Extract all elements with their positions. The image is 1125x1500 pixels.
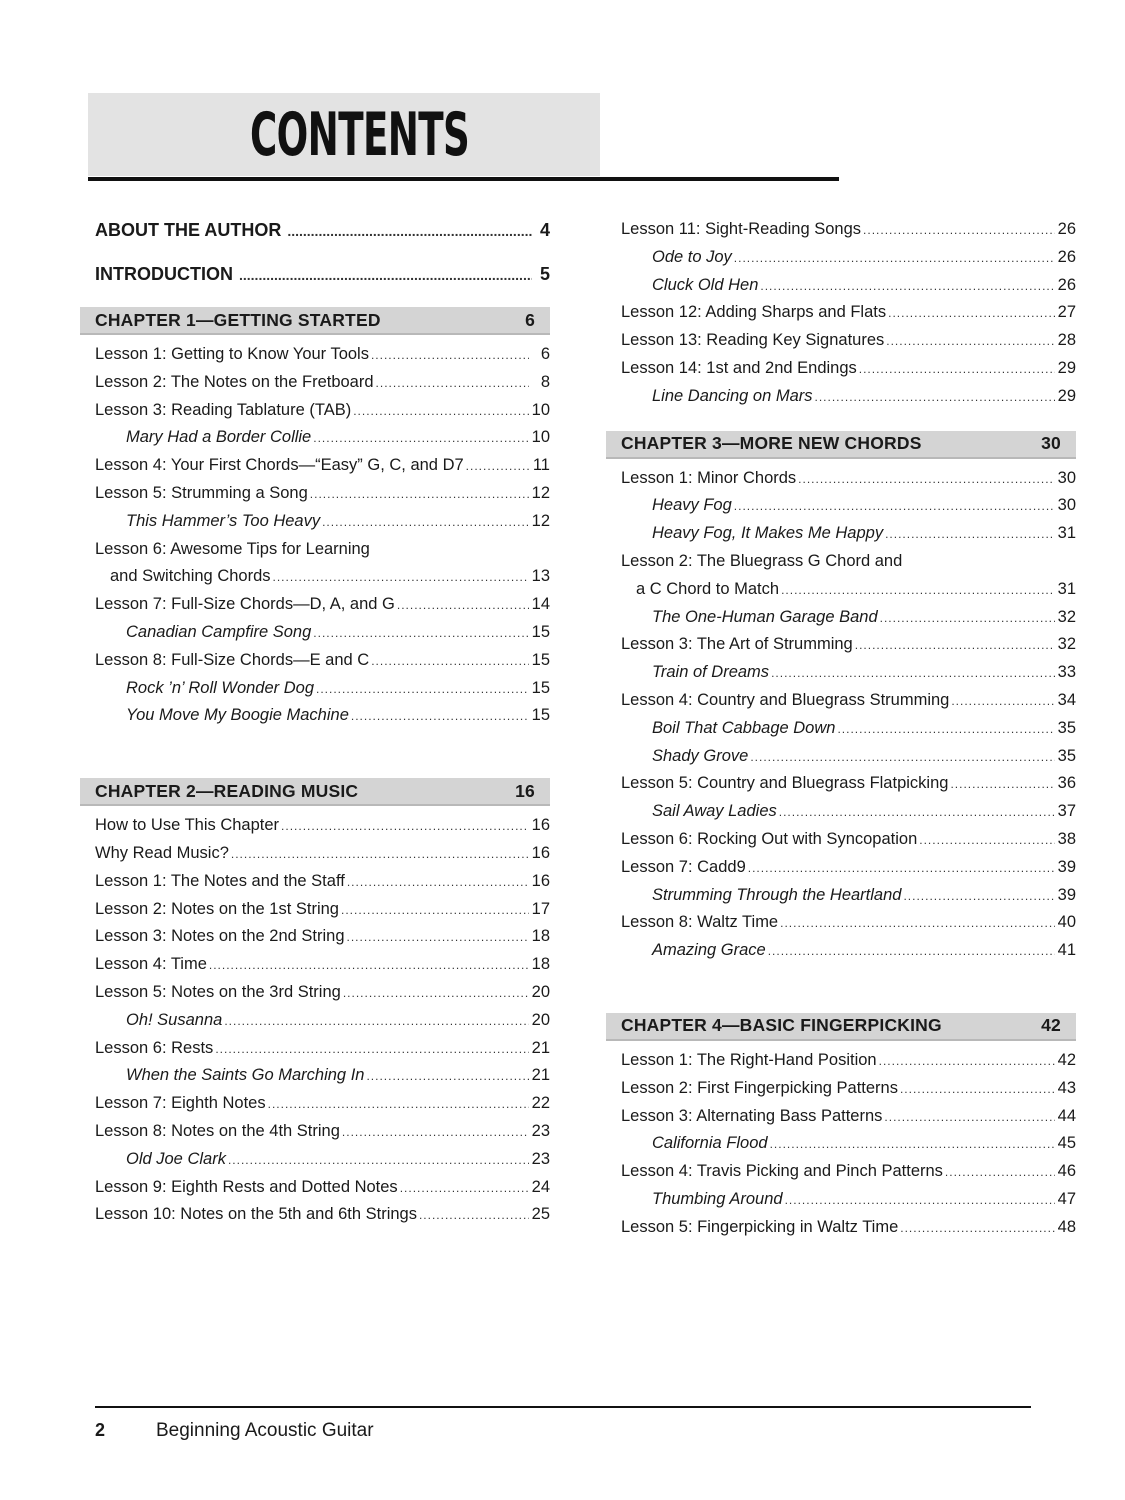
toc-leader-dots xyxy=(215,1036,528,1064)
toc-label: Strumming Through the Heartland xyxy=(652,885,902,904)
toc-page: 20 xyxy=(531,982,550,1001)
toc-lesson-row[interactable] xyxy=(621,355,1076,383)
chapter-title: CHAPTER 1—GETTING STARTED xyxy=(95,309,381,330)
toc-lesson-row[interactable] xyxy=(95,452,550,480)
toc-page: 25 xyxy=(531,1205,550,1224)
toc-lesson-row[interactable] xyxy=(621,1214,1076,1242)
toc-label: Lesson 3: The Art of Strumming xyxy=(621,635,853,654)
chapter-page: 16 xyxy=(515,780,535,801)
toc-song-row[interactable] xyxy=(95,619,550,647)
toc-song-row[interactable] xyxy=(621,882,1076,910)
toc-page: 37 xyxy=(1057,802,1076,821)
toc-page: 18 xyxy=(531,927,550,946)
toc-label: INTRODUCTION xyxy=(95,264,233,284)
toc-leader-dots xyxy=(770,1131,1055,1159)
toc-song-row[interactable] xyxy=(621,244,1076,272)
toc-song-row[interactable] xyxy=(95,1146,550,1174)
toc-label: Ode to Joy xyxy=(652,247,732,266)
toc-song-row[interactable] xyxy=(95,1007,550,1035)
toc-label: Lesson 10: Notes on the 5th and 6th Strings xyxy=(95,1205,417,1224)
spacer xyxy=(621,411,1076,431)
chapter-heading-3[interactable] xyxy=(606,431,1076,459)
toc-page: 14 xyxy=(531,595,550,614)
toc-leader-dots xyxy=(310,481,529,509)
toc-leader-dots xyxy=(859,356,1055,384)
toc-label: California Flood xyxy=(652,1134,768,1153)
toc-leader-dots xyxy=(888,300,1055,328)
toc-lesson-row[interactable] xyxy=(621,687,1076,715)
toc-label: Lesson 8: Full-Size Chords—E and C xyxy=(95,650,370,669)
toc-leader-dots xyxy=(768,938,1055,966)
toc-lesson-row[interactable] xyxy=(95,923,550,951)
page-title: CONTENTS xyxy=(250,100,470,170)
toc-leader-dots xyxy=(353,398,528,426)
toc-song-row[interactable] xyxy=(95,424,550,452)
chapter-page: 30 xyxy=(1041,433,1061,454)
toc-leader-dots xyxy=(779,799,1055,827)
toc-page: 26 xyxy=(1057,275,1076,294)
toc-label: Lesson 11: Sight-Reading Songs xyxy=(621,220,862,238)
toc-lesson-row[interactable] xyxy=(95,647,550,675)
toc-page: 47 xyxy=(1057,1189,1076,1208)
toc-leader-dots xyxy=(900,1215,1054,1243)
toc-page: 24 xyxy=(531,1177,550,1196)
toc-leader-dots xyxy=(397,592,529,620)
toc-leader-dots xyxy=(771,660,1055,688)
toc-leader-dots xyxy=(734,493,1055,521)
toc-label: Lesson 2: Notes on the 1st String xyxy=(95,899,339,918)
toc-leader-dots xyxy=(879,1048,1055,1076)
toc-song-row[interactable] xyxy=(95,508,550,536)
toc-label: Lesson 1: The Right-Hand Position xyxy=(621,1050,877,1069)
toc-label: Lesson 7: Eighth Notes xyxy=(95,1094,266,1113)
footer-page-number: 2 xyxy=(95,1420,106,1440)
toc-song-row[interactable] xyxy=(621,798,1076,826)
toc-page: 48 xyxy=(1057,1217,1076,1236)
toc-label: and Switching Chords xyxy=(110,567,271,586)
toc-page: 8 xyxy=(540,372,550,391)
toc-lesson-row[interactable] xyxy=(95,397,550,425)
toc-leader-dots xyxy=(780,910,1055,938)
toc-lesson-row[interactable] xyxy=(95,369,550,397)
toc-song-row[interactable] xyxy=(621,520,1076,548)
toc-label: Lesson 3: Reading Tablature (TAB) xyxy=(95,400,352,419)
toc-leader-dots xyxy=(945,1159,1055,1187)
chapter-heading-4[interactable] xyxy=(606,1013,1076,1041)
toc-page: 16 xyxy=(531,843,550,862)
toc-page: 44 xyxy=(1057,1106,1076,1125)
toc-song-row[interactable] xyxy=(621,937,1076,965)
toc-leader-dots xyxy=(919,827,1054,855)
toc-page: 6 xyxy=(540,345,550,363)
toc-page: 31 xyxy=(1057,524,1076,543)
toc-page: 16 xyxy=(531,816,550,835)
toc-leader-dots xyxy=(837,716,1054,744)
toc-leader-dots xyxy=(466,453,529,481)
toc-page: 35 xyxy=(1057,746,1076,765)
toc-leader-dots xyxy=(886,328,1054,356)
toc-lesson-row[interactable] xyxy=(621,1075,1076,1103)
toc-song-row[interactable] xyxy=(621,272,1076,300)
toc-page: 30 xyxy=(1057,468,1076,487)
toc-column-left xyxy=(95,215,550,1229)
toc-page: 33 xyxy=(1057,663,1076,682)
toc-leader-dots xyxy=(798,466,1054,494)
toc-lesson-row[interactable] xyxy=(95,840,550,868)
toc-lesson-row[interactable] xyxy=(621,216,1076,244)
toc-page: 15 xyxy=(531,678,550,697)
toc-leader-dots xyxy=(342,1119,529,1147)
toc-page: 16 xyxy=(531,871,550,890)
toc-song-row[interactable] xyxy=(621,659,1076,687)
toc-page: 27 xyxy=(1057,303,1076,322)
toc-label: Heavy Fog, It Makes Me Happy xyxy=(652,524,884,543)
toc-page: 15 xyxy=(531,706,550,725)
toc-song-row[interactable] xyxy=(621,743,1076,771)
toc-label: Lesson 3: Alternating Bass Patterns xyxy=(621,1106,883,1125)
toc-front-row[interactable] xyxy=(95,215,550,259)
toc-label: ABOUT THE AUTHOR xyxy=(95,220,282,240)
toc-song-row[interactable] xyxy=(95,675,550,703)
toc-lesson-row[interactable] xyxy=(621,770,1076,798)
toc-lesson-row[interactable] xyxy=(621,299,1076,327)
toc-song-row[interactable] xyxy=(621,383,1076,411)
toc-leader-dots xyxy=(351,703,529,731)
toc-leader-dots xyxy=(371,648,528,676)
toc-label: Line Dancing on Mars xyxy=(652,386,813,405)
toc-lesson-row[interactable] xyxy=(621,576,1076,604)
toc-leader-dots xyxy=(376,370,529,398)
toc-page: 20 xyxy=(531,1010,550,1029)
toc-song-row[interactable] xyxy=(621,492,1076,520)
toc-page: 12 xyxy=(531,511,550,530)
title-rule xyxy=(88,177,839,181)
chapter-title: CHAPTER 4—BASIC FINGERPICKING xyxy=(621,1015,942,1036)
toc-page: 10 xyxy=(531,428,550,447)
toc-label: Lesson 5: Country and Bluegrass Flatpicking xyxy=(621,774,949,793)
toc-label: Oh! Susanna xyxy=(126,1010,223,1029)
toc-label: Sail Away Ladies xyxy=(652,802,777,821)
toc-label: Thumbing Around xyxy=(652,1189,783,1208)
footer-rule xyxy=(95,1406,1031,1408)
toc-leader-dots xyxy=(313,620,528,648)
toc-page: 23 xyxy=(531,1121,550,1140)
toc-page: 26 xyxy=(1057,220,1076,238)
toc-label: a C Chord to Match xyxy=(636,579,780,598)
toc-lesson-row[interactable] xyxy=(95,1174,550,1202)
toc-page: 21 xyxy=(531,1038,550,1057)
toc-lesson-row[interactable] xyxy=(95,1090,550,1118)
toc-lesson-row[interactable] xyxy=(621,548,1076,576)
toc-label: Mary Had a Border Collie xyxy=(126,428,312,447)
toc-column-right xyxy=(621,216,1076,1242)
toc-page: 39 xyxy=(1057,857,1076,876)
toc-label: The One-Human Garage Band xyxy=(652,607,878,626)
toc-label: Lesson 12: Adding Sharps and Flats xyxy=(621,303,887,322)
toc-leader-dots xyxy=(880,605,1055,633)
toc-label: Boil That Cabbage Down xyxy=(652,718,836,737)
toc-lesson-row[interactable] xyxy=(621,465,1076,493)
toc-lesson-row[interactable] xyxy=(621,826,1076,854)
toc-lesson-row[interactable] xyxy=(621,327,1076,355)
toc-leader-dots xyxy=(734,245,1055,273)
toc-page: 22 xyxy=(531,1094,550,1113)
toc-front-row[interactable] xyxy=(95,259,550,303)
toc-leader-dots xyxy=(419,1202,529,1230)
toc-label: Heavy Fog xyxy=(652,496,732,515)
toc-list-chapter2 xyxy=(95,812,550,1229)
toc-leader-dots xyxy=(748,855,1055,883)
toc-song-row[interactable] xyxy=(621,1186,1076,1214)
toc-page: 32 xyxy=(1057,635,1076,654)
toc-label: Amazing Grace xyxy=(652,941,766,960)
toc-song-row[interactable] xyxy=(95,702,550,730)
toc-page: 4 xyxy=(539,220,550,240)
toc-lesson-row[interactable] xyxy=(95,1118,550,1146)
toc-label: Lesson 4: Travis Picking and Pinch Patterns xyxy=(621,1162,943,1181)
toc-lesson-row[interactable] xyxy=(95,1201,550,1229)
toc-page: 12 xyxy=(531,483,550,502)
toc-label: Lesson 5: Fingerpicking in Waltz Time xyxy=(621,1217,899,1236)
toc-label: Lesson 6: Rests xyxy=(95,1038,214,1057)
toc-label: Lesson 5: Notes on the 3rd String xyxy=(95,982,341,1001)
toc-leader-dots xyxy=(855,632,1055,660)
chapter-heading-2[interactable] xyxy=(80,778,550,806)
toc-label: Lesson 6: Awesome Tips for Learning xyxy=(95,539,370,558)
toc-page: 34 xyxy=(1057,690,1076,709)
toc-page: 38 xyxy=(1057,829,1076,848)
toc-leader-dots xyxy=(287,216,532,246)
toc-label: Lesson 2: First Fingerpicking Patterns xyxy=(621,1078,898,1097)
toc-list-chapter2-continued xyxy=(621,216,1076,411)
toc-lesson-row[interactable] xyxy=(95,812,550,840)
toc-leader-dots xyxy=(815,384,1055,412)
chapter-title: CHAPTER 3—MORE NEW CHORDS xyxy=(621,433,922,454)
toc-leader-dots xyxy=(347,869,529,897)
toc-label: Lesson 13: Reading Key Signatures xyxy=(621,331,885,350)
toc-label: Lesson 5: Strumming a Song xyxy=(95,483,308,502)
toc-lesson-row[interactable] xyxy=(95,868,550,896)
toc-page: 43 xyxy=(1057,1078,1076,1097)
toc-label: How to Use This Chapter xyxy=(95,816,280,835)
toc-page: 28 xyxy=(1057,331,1076,350)
toc-label: Lesson 7: Cadd9 xyxy=(621,857,746,876)
chapter-page: 6 xyxy=(525,309,535,330)
toc-leader-dots xyxy=(268,1091,529,1119)
toc-lesson-row[interactable] xyxy=(621,631,1076,659)
toc-leader-dots xyxy=(366,1063,528,1091)
toc-page: 13 xyxy=(531,567,550,586)
toc-label: Lesson 1: Getting to Know Your Tools xyxy=(95,345,369,363)
toc-label: Lesson 1: The Notes and the Staff xyxy=(95,871,345,890)
chapter-title: CHAPTER 2—READING MUSIC xyxy=(95,780,359,801)
toc-page: 15 xyxy=(531,650,550,669)
toc-leader-dots xyxy=(903,883,1054,911)
toc-leader-dots xyxy=(950,771,1054,799)
toc-leader-dots xyxy=(322,509,529,537)
toc-leader-dots xyxy=(228,1147,529,1175)
toc-leader-dots xyxy=(231,841,529,869)
toc-label: When the Saints Go Marching In xyxy=(126,1066,365,1085)
toc-page: 35 xyxy=(1057,718,1076,737)
toc-lesson-row[interactable] xyxy=(95,563,550,591)
toc-page: 32 xyxy=(1057,607,1076,626)
toc-leader-dots xyxy=(343,980,529,1008)
toc-leader-dots xyxy=(224,1008,528,1036)
toc-page: 42 xyxy=(1057,1050,1076,1069)
toc-list-chapter1 xyxy=(95,341,550,730)
chapter-heading-1[interactable] xyxy=(80,307,550,335)
toc-page: 5 xyxy=(539,264,550,284)
toc-page: 11 xyxy=(532,456,550,475)
toc-page: 21 xyxy=(531,1066,550,1085)
toc-lesson-row[interactable] xyxy=(621,1047,1076,1075)
toc-label: Cluck Old Hen xyxy=(652,275,759,294)
toc-leader-dots xyxy=(313,425,528,453)
toc-label: Lesson 4: Your First Chords—“Easy” G, C, and D7 xyxy=(95,456,464,475)
toc-label: Lesson 9: Eighth Rests and Dotted Notes xyxy=(95,1177,398,1196)
spacer xyxy=(95,730,550,778)
toc-lesson-row[interactable] xyxy=(95,896,550,924)
toc-label: Rock ’n’ Roll Wonder Dog xyxy=(126,678,314,697)
toc-list-chapter4 xyxy=(621,1047,1076,1242)
toc-leader-dots xyxy=(781,577,1055,605)
toc-label: Lesson 8: Notes on the 4th String xyxy=(95,1121,340,1140)
toc-page: 39 xyxy=(1057,885,1076,904)
toc-page: 10 xyxy=(531,400,550,419)
toc-leader-dots xyxy=(281,813,529,841)
toc-lesson-row[interactable] xyxy=(95,480,550,508)
toc-page: 26 xyxy=(1057,247,1076,266)
toc-leader-dots xyxy=(347,924,529,952)
toc-leader-dots xyxy=(951,688,1054,716)
toc-leader-dots xyxy=(371,342,529,370)
toc-lesson-row[interactable] xyxy=(621,1158,1076,1186)
toc-leader-dots xyxy=(884,1104,1054,1132)
toc-lesson-row[interactable] xyxy=(95,979,550,1007)
toc-label: You Move My Boogie Machine xyxy=(126,706,349,725)
toc-label: Lesson 14: 1st and 2nd Endings xyxy=(621,358,857,377)
toc-song-row[interactable] xyxy=(621,604,1076,632)
footer-book-title: Beginning Acoustic Guitar xyxy=(156,1420,374,1441)
toc-leader-dots xyxy=(273,564,529,592)
toc-page: 29 xyxy=(1057,386,1076,405)
toc-page: 29 xyxy=(1057,358,1076,377)
toc-leader-dots xyxy=(750,744,1054,772)
toc-song-row[interactable] xyxy=(95,1062,550,1090)
toc-lesson-row[interactable] xyxy=(95,951,550,979)
toc-label: Train of Dreams xyxy=(652,663,770,682)
toc-page: 41 xyxy=(1057,941,1076,960)
toc-page: 15 xyxy=(531,622,550,641)
toc-label: Lesson 4: Time xyxy=(95,955,207,974)
toc-page: 45 xyxy=(1057,1134,1076,1153)
toc-page: 40 xyxy=(1057,913,1076,932)
toc-page: 36 xyxy=(1057,774,1076,793)
toc-leader-dots xyxy=(209,952,529,980)
toc-leader-dots xyxy=(900,1076,1055,1104)
chapter-page: 42 xyxy=(1041,1015,1061,1036)
toc-leader-dots xyxy=(341,897,529,925)
toc-song-row[interactable] xyxy=(621,1130,1076,1158)
toc-label: Lesson 1: Minor Chords xyxy=(621,468,797,487)
toc-label: Lesson 6: Rocking Out with Syncopation xyxy=(621,829,918,848)
toc-page: 30 xyxy=(1057,496,1076,515)
toc-label: Lesson 8: Waltz Time xyxy=(621,913,779,932)
toc-page: 18 xyxy=(531,955,550,974)
toc-page: 31 xyxy=(1057,579,1076,598)
toc-lesson-row[interactable] xyxy=(621,1103,1076,1131)
toc-lesson-row[interactable] xyxy=(95,591,550,619)
toc-label: Shady Grove xyxy=(652,746,749,765)
toc-list-chapter3 xyxy=(621,465,1076,965)
toc-song-row[interactable] xyxy=(621,715,1076,743)
toc-label: Lesson 7: Full-Size Chords—D, A, and G xyxy=(95,595,395,614)
spacer xyxy=(621,965,1076,1013)
toc-leader-dots xyxy=(885,521,1055,549)
toc-lesson-row[interactable] xyxy=(621,909,1076,937)
toc-label: This Hammer’s Too Heavy xyxy=(126,511,321,530)
toc-label: Canadian Campfire Song xyxy=(126,622,312,641)
toc-leader-dots xyxy=(863,217,1055,245)
toc-label: Old Joe Clark xyxy=(126,1149,226,1168)
toc-lesson-row[interactable] xyxy=(95,341,550,369)
toc-leader-dots xyxy=(239,260,532,290)
toc-page: 46 xyxy=(1057,1162,1076,1181)
toc-page: 23 xyxy=(531,1149,550,1168)
toc-label: Lesson 2: The Bluegrass G Chord and xyxy=(621,551,903,570)
toc-leader-dots xyxy=(316,676,529,704)
toc-lesson-row[interactable] xyxy=(621,854,1076,882)
toc-label: Lesson 2: The Notes on the Fretboard xyxy=(95,372,374,391)
toc-leader-dots xyxy=(400,1175,529,1203)
toc-label: Lesson 3: Notes on the 2nd String xyxy=(95,927,345,946)
toc-label: Lesson 4: Country and Bluegrass Strumming xyxy=(621,690,950,709)
toc-leader-dots xyxy=(785,1187,1055,1215)
toc-page: 17 xyxy=(531,899,550,918)
toc-leader-dots xyxy=(760,273,1054,301)
toc-label: Why Read Music? xyxy=(95,843,229,862)
toc-lesson-row[interactable] xyxy=(95,536,550,564)
toc-lesson-row[interactable] xyxy=(95,1035,550,1063)
